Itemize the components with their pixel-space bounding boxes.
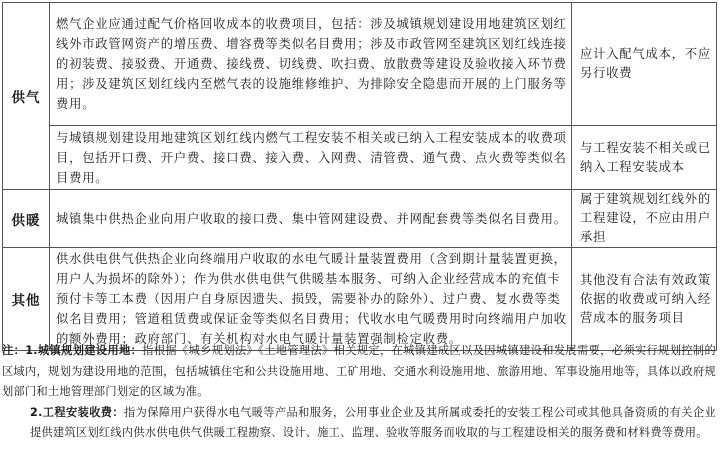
note-2-label: 2.工程安装收费： bbox=[30, 405, 125, 419]
table-row bbox=[3, 190, 717, 248]
note-cell: 应计入配气成本，不应另行收费 bbox=[572, 3, 717, 126]
category-cell: 供暖 bbox=[3, 190, 50, 248]
notes-prefix: 注： bbox=[2, 344, 26, 357]
note-cell: 与工程安装不相关或已纳入工程安装成本 bbox=[572, 126, 717, 190]
table-row bbox=[3, 248, 717, 351]
note-1-label: 1.城镇规划建设用地： bbox=[25, 344, 143, 357]
content-cell: 燃气企业应通过配气价格回收成本的收费项目，包括：涉及城镇规划建设用地建筑区划红线外市政管网资产的增压费、增容费等类似名目费用；涉及市政管网至建筑区划红线连接的初装费、接驳费、开通费、接线费、切线费、吹扫费、放散费等建设及验收接入环节费用；涉及建筑区划红线内至燃气表的设施维修维护、为排除安全隐患而开展的上门服务等费用。 bbox=[50, 3, 572, 126]
note-1-text: 指根据《城乡规划法》《土地管理法》相关规定，在城镇建成区以及因城镇建设和发展需要，必须实行规划控制的区域内，规划为建设用地的范围，包括城镇住宅和公共设施用地、工矿用地、交通水利设施用地、旅游用地、军事设施用地等，具体以政府规划部门和土地管理部门划定的区域为准。 bbox=[2, 344, 716, 398]
content-cell: 城镇集中供热企业向用户收取的接口费、集中管网建设费、并网配套费等类似名目费用。 bbox=[50, 190, 572, 248]
content-cell: 与城镇规划建设用地建筑区划红线内燃气工程安装不相关或已纳入工程安装成本的收费项目，包括开口费、开户费、接口费、接入费、入网费、清管费、通气费、点火费等类似名目费用。 bbox=[50, 126, 572, 190]
note-cell: 其他没有合法有效政策依据的收费或可纳入经营成本的服务项目 bbox=[572, 248, 717, 351]
table-notes bbox=[2, 341, 716, 444]
category-cell: 供气 bbox=[3, 3, 50, 190]
note-2-text: 指为保障用户获得水电气暖等产品和服务，公用事业企业及其所属或委托的安装工程公司或其他具备资质的有关企业提供建筑区划红线内供水供电供气供暖工程勘察、设计、施工、监理、验收等服务而收取的与工程建设相关的服务费和材料费等费用。 bbox=[30, 405, 716, 439]
table-row bbox=[3, 126, 717, 190]
note-1 bbox=[2, 341, 716, 403]
category-cell: 其他 bbox=[3, 248, 50, 351]
note-cell: 属于建筑规划红线外的工程建设，不应由用户承担 bbox=[572, 190, 717, 248]
table-row bbox=[3, 3, 717, 126]
fee-table bbox=[2, 2, 717, 351]
content-cell: 供水供电供气供热企业向终端用户收取的水电气暖计量装置费用（含到期计量装置更换，用户人为损坏的除外）；作为供水供电供气供暖基本服务、可纳入企业经营成本的充值卡预付卡等工本费（因用户自身原因遗失、损毁，需要补办的除外）、过户费、复水费等类似名目费用；管道租赁费或保证金等类似名目费用；代收水电气暖费用时向终端用户加收的额外费用；政府部门、有关机构对水电气暖计量装置强制检定收费。 bbox=[50, 248, 572, 351]
note-2 bbox=[2, 403, 716, 444]
